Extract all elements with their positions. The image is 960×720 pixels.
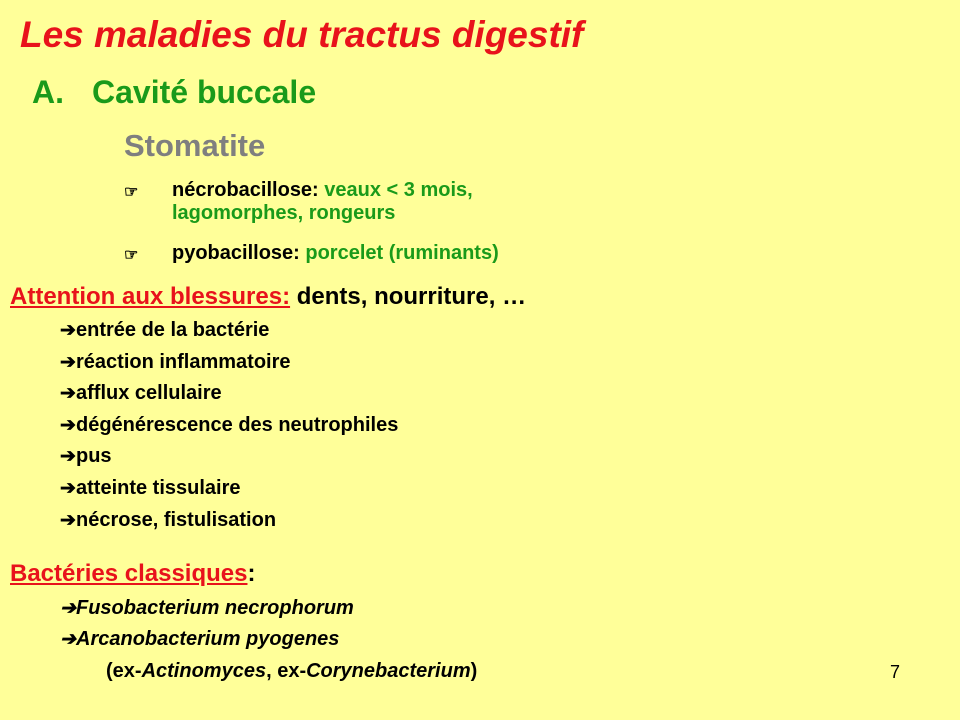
subtitle: Stomatite <box>124 128 266 163</box>
bullet-item <box>124 242 499 267</box>
list-item <box>60 379 398 411</box>
right-arrow-icon: ➔ <box>60 598 76 619</box>
right-arrow-icon: ➔ <box>60 477 76 499</box>
section-letter: A. <box>32 74 64 110</box>
list-item <box>60 442 398 474</box>
right-arrow-icon: ➔ <box>60 351 76 373</box>
attention-heading <box>10 283 526 311</box>
slide-title: Les maladies du tractus digestif <box>20 14 584 55</box>
bullet-term: nécrobacillose: <box>172 179 319 201</box>
section-title: Cavité buccale <box>92 74 317 110</box>
right-arrow-icon: ➔ <box>60 446 76 468</box>
bacteria-list <box>60 594 354 656</box>
note-text: , ex- <box>266 660 307 682</box>
list-item <box>60 348 398 380</box>
step-text: afflux cellulaire <box>76 382 222 405</box>
list-item <box>60 411 398 443</box>
step-text: dégénérescence des neutrophiles <box>76 413 399 436</box>
page-number: 7 <box>890 662 901 682</box>
bacteria-colon: : <box>247 560 256 587</box>
attention-steps <box>60 316 398 537</box>
list-item <box>60 474 398 506</box>
step-text: pus <box>76 445 112 468</box>
note-genus: Actinomyces <box>141 660 267 682</box>
right-arrow-icon: ➔ <box>60 414 76 436</box>
pointing-hand-icon: ☞ <box>124 184 139 201</box>
note-text: (ex- <box>106 660 142 682</box>
list-item <box>60 316 398 348</box>
bullet-term: pyobacillose: <box>172 242 300 264</box>
bacteria-note <box>106 660 477 683</box>
bacteria-label: Bactéries classiques <box>10 560 248 587</box>
bullet-item <box>124 179 473 225</box>
bacteria-name: Arcanobacterium pyogenes <box>76 628 340 650</box>
bacteria-name: Fusobacterium necrophorum <box>76 597 354 619</box>
right-arrow-icon: ➔ <box>60 383 76 405</box>
step-text: nécrose, fistulisation <box>76 508 277 531</box>
bullet-detail: porcelet (ruminants) <box>299 242 499 264</box>
list-item <box>60 506 398 538</box>
right-arrow-icon: ➔ <box>60 629 76 650</box>
right-arrow-icon: ➔ <box>60 320 76 341</box>
attention-label: Attention aux blessures: <box>10 283 291 310</box>
step-text: atteinte tissulaire <box>76 476 241 499</box>
pointing-hand-icon: ☞ <box>124 247 139 264</box>
note-text: ) <box>470 660 478 682</box>
right-arrow-icon: ➔ <box>60 509 76 531</box>
bullet-detail: veaux < 3 mois, <box>318 179 473 201</box>
bullet-detail: lagomorphes, rongeurs <box>172 202 396 224</box>
bacteria-heading <box>10 560 255 588</box>
section-heading <box>32 74 316 111</box>
list-item <box>60 594 354 625</box>
list-item <box>60 625 354 656</box>
note-genus: Corynebacterium <box>306 660 471 682</box>
attention-rest: dents, nourriture, … <box>290 283 527 310</box>
step-text: réaction inflammatoire <box>76 350 291 373</box>
step-text: entrée de la bactérie <box>76 319 270 341</box>
